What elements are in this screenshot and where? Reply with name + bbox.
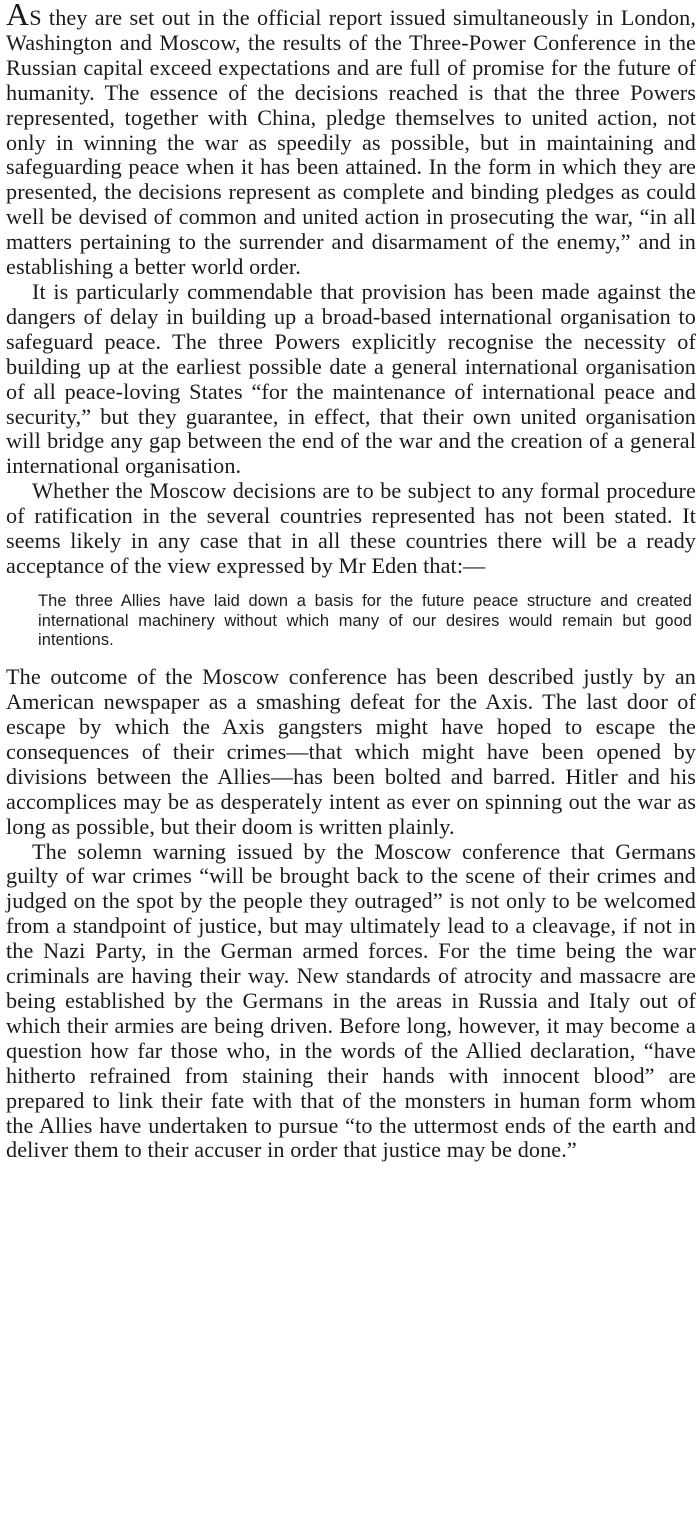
block-quote: The three Allies have laid down a basis for the future peace structure and created international machinery without which many of our desires would remain but good intentions.: [38, 591, 692, 650]
article-paragraph-2: It is particularly commendable that provision has been made against the dangers of delay in building up a broad-based international organisation to safeguard peace. The three Powers explicitly recognise the necessity of building up at the earliest possible date a general international organisation of all peace-loving States “for the maintenance of international peace and security,” but they guarantee, in effect, that their own united organisation will bridge any gap between the end of the war and the creation of a general international organisation.: [6, 278, 696, 479]
paragraph-text: S they are set out in the official report issued simultaneously in London, Washington and Moscow, the results of the Three-Power Conference in the Russian capital exceed expectations and are full of promise for the future of humanity. The essence of the decisions reached is that the three Powers represented, together with China, pledge themselves to united action, not only in winning the war as speedily as possible, but in maintaining and safeguarding peace when it has been attained. In the form in which they are presented, the decisions represent as complete and binding pledges as could well be devised of common and united action in prosecuting the war, “in all matters pertaining to the surrender and disarmament of the enemy,” and in establishing a better world order.: [6, 5, 696, 280]
article-paragraph-5: The solemn warning issued by the Moscow conference that Germans guilty of war crimes “will be brought back to the scene of their crimes and judged on the spot by the people they outraged” is not only to be welcomed from a standpoint of justice, but may ultimately lead to a cleavage, if not in the Nazi Party, in the German armed forces. For the time being the war criminals are having their way. New standards of atrocity and massacre are being established by the Germans in the areas in Russia and Italy out of which their armies are being driven. Before long, however, it may become a question how far those who, in the words of the Allied declaration, “have hitherto refrained from staining their hands with innocent blood” are prepared to link their fate with that of the monsters in human form whom the Allies have undertaken to pursue “to the uttermost ends of the earth and deliver them to their accuser in order that justice may be done.”: [6, 838, 696, 1163]
drop-cap: A: [6, 0, 30, 32]
article-body: [6, 0, 696, 1163]
article-paragraph-4: The outcome of the Moscow conference has been described justly by an American newspaper as a smashing defeat for the Axis. The last door of escape by which the Axis gangsters might have hoped to escape the consequences of their crimes—that which might have been opened by divisions between the Allies—has been bolted and barred. Hitler and his accomplices may be as desperately intent as ever on spinning out the war as long as possible, but their doom is written plainly.: [6, 664, 696, 839]
article-paragraph-3: Whether the Moscow decisions are to be subject to any formal procedure of ratification in the several countries represented has not been stated. It seems likely in any case that in all these countries there will be a ready acceptance of the view expressed by Mr Eden that:—: [6, 478, 696, 578]
article-paragraph-1: [6, 0, 696, 280]
